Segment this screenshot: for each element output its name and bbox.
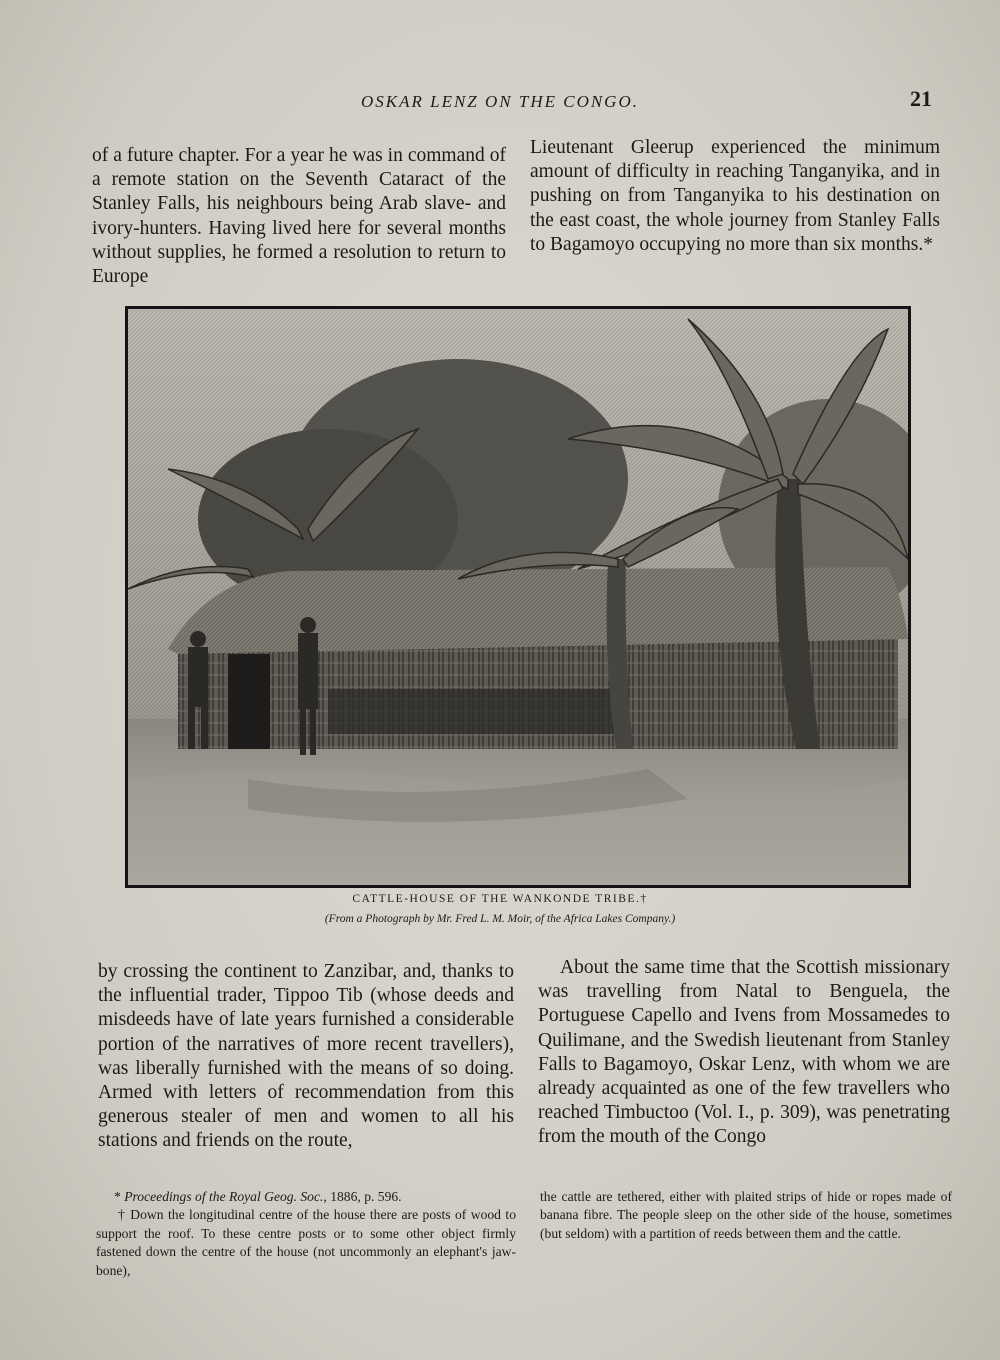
top-left-paragraph: of a future chapter. For a year he was in command of a remote station on the Seventh Cataract of the Stanley Falls, his neighbours being Arab slave- and ivory-hunters. Having lived here for several months without supplies, he formed a resolution to return to Europe bbox=[92, 145, 506, 288]
top-right-column bbox=[530, 136, 940, 257]
running-title: OSKAR LENZ ON THE CONGO. bbox=[360, 92, 639, 111]
footnotes-right bbox=[540, 1188, 952, 1243]
bottom-left-paragraph: by crossing the continent to Zanzibar, and, thanks to the influential trader, Tippoo Tib (whose deeds and misdeeds have of late years furnished a considerable portion of the narratives of more recent travellers), was liberally furnished with the means of so doing. Armed with letters of recommendation from this generous stealer of men and women to all his stations and friends on the route, bbox=[98, 961, 514, 1152]
engraving-illustration bbox=[125, 306, 911, 888]
footnote-proceedings bbox=[96, 1188, 516, 1206]
page-number: 21 bbox=[910, 86, 932, 111]
footnote-citation: , 1886, p. 596. bbox=[323, 1189, 402, 1204]
footnote-star-mark: * bbox=[114, 1189, 121, 1204]
footnote-dagger-part-two: the cattle are tethered, either with plaited strips of hide or ropes made of banana fibre. The people sleep on the other side of the house, sometimes (but seldom) with a partition of reeds between them and the cattle. bbox=[540, 1189, 952, 1241]
footnote-source: Proceedings of the Royal Geog. Soc. bbox=[124, 1189, 324, 1204]
bottom-right-column bbox=[538, 956, 950, 1150]
footnote-dagger-part-one: † Down the longitudinal centre of the house there are posts of wood to support the roof. To these centre posts or to some other object firmly fastened down the centre of the house (not uncommonly an elephant's jaw-bone), bbox=[96, 1207, 516, 1278]
top-right-paragraph: Lieutenant Gleerup experienced the minimum amount of difficulty in reaching Tanganyika, and in pushing on from Tanganyika to his destination on the east coast, the whole journey from Stanley Falls to Bagamoyo occupying no more than six months.* bbox=[530, 137, 940, 255]
bottom-left-column bbox=[98, 960, 514, 1154]
figure-caption: CATTLE-HOUSE OF THE WANKONDE TRIBE.† bbox=[352, 893, 648, 905]
figure-credit: (From a Photograph by Mr. Fred L. M. Moir, of the Africa Lakes Company.) bbox=[324, 913, 676, 925]
cattle-house-engraving bbox=[128, 309, 908, 885]
footnotes-left bbox=[96, 1188, 516, 1280]
bottom-right-paragraph: About the same time that the Scottish missionary was travelling from Natal to Benguela, the Portuguese Capello and Ivens from Mossamedes to Quilimane, and the Swedish lieutenant from Stanley Falls to Bagamoyo, Oskar Lenz, with whom we are already acquainted as one of the few travellers who reached Timbuctoo (Vol. I., p. 309), was penetrating from the mouth of the Congo bbox=[538, 957, 950, 1148]
top-left-column bbox=[92, 144, 506, 289]
